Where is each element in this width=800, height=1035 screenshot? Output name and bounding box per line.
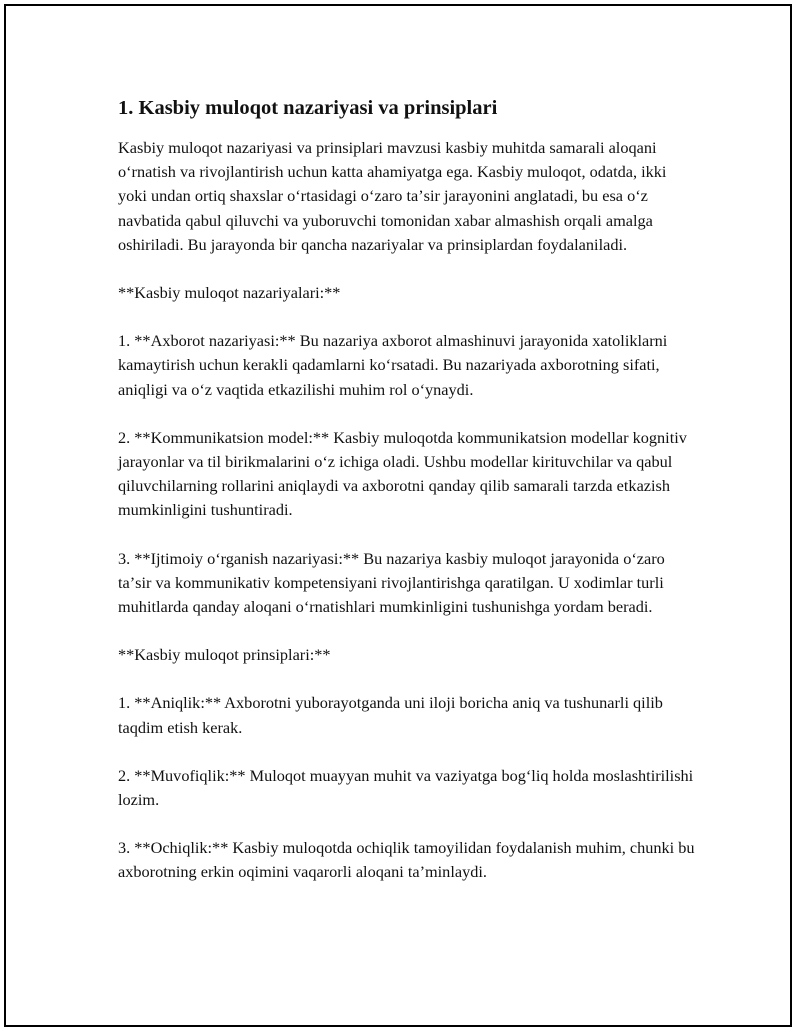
principle-item-2: 2. **Muvofiqlik:** Muloqot muayyan muhit va vaziyatga bogʻliq holda moslashtirilishi lozim. — [118, 765, 694, 810]
principles-heading: **Kasbiy muloqot prinsiplari:** — [118, 645, 331, 665]
theory-item-1: 1. **Axborot nazariyasi:** Bu nazariya axborot almashinuvi jarayonida xatoliklarni kamaytirish uchun kerakli qadamlarni koʻrsatadi. Bu nazariyada axborotning sifati, aniqligi va oʻz vaqtida etkazilishi muhim rol oʻynaydi. — [118, 331, 668, 399]
principle-item-3: 3. **Ochiqlik:** Kasbiy muloqotda ochiqlik tamoyilidan foydalanish muhim, chunki bu axborotning erkin oqimini vaqarorli aloqani taʼminlaydi. — [118, 838, 695, 882]
theories-heading: **Kasbiy muloqot nazariyalari:** — [118, 283, 341, 303]
document-title: 1. Kasbiy muloqot nazariyasi va prinsiplari — [118, 97, 498, 119]
document-body — [118, 94, 698, 909]
theory-item-3: 3. **Ijtimoiy oʻrganish nazariyasi:** Bu nazariya kasbiy muloqot jarayonida oʻzaro taʼsir va kommunikativ kompetensiyani rivojlantirishga qaratilgan. U xodimlar turli muhitlarda qanday aloqani oʻrnatishlari mumkinligini tushunishga yordam beradi. — [118, 548, 665, 617]
theory-item-2: 2. **Kommunikatsion model:** Kasbiy muloqotda kommunikatsion modellar kognitiv jarayonlar va til birikmalarini oʻz ichiga oladi. Ushbu modellar kirituvchilar va qabul qiluvchilarning rollarini aniqlaydi va axborotni qanday qilib samarali tarzda etkazish mumkinligini tushuntiradi. — [118, 427, 687, 520]
principle-item-1: 1. **Aniqlik:** Axborotni yuborayotganda uni iloji boricha aniq va tushunarli qilib taqdim etish kerak. — [118, 693, 663, 737]
intro-paragraph: Kasbiy muloqot nazariyasi va prinsiplari mavzusi kasbiy muhitda samarali aloqani oʻrnatish va rivojlantirish uchun katta ahamiyatga ega. Kasbiy muloqot, odatda, ikki yoki undan ortiq shaxslar oʻrtasidagi oʻzaro taʼsir jarayonini anglatadi, bu esa oʻz navbatida qabul qiluvchi va yuboruvchi tomonidan xabar almashish orqali amalga oshiriladi. Bu jarayonda bir qancha nazariyalar va prinsiplardan foydalaniladi. — [118, 138, 667, 254]
